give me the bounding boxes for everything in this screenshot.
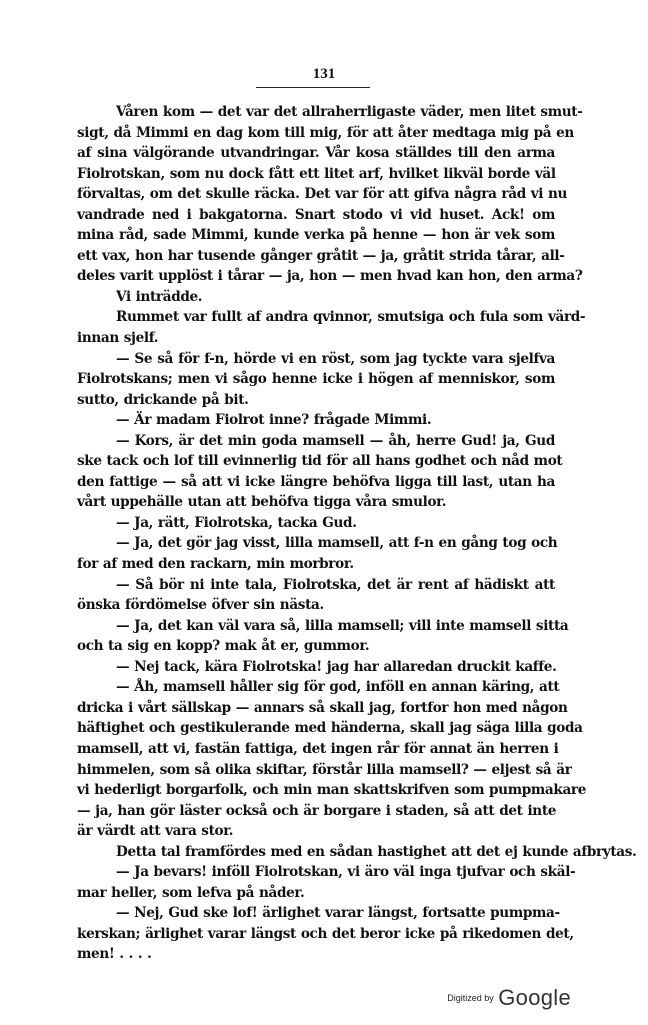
text-line: — Är madam Fiolrot inne? frågade Mimmi. <box>116 412 432 429</box>
page-number: 131 <box>312 66 336 82</box>
text-line: är värdt att vara stor. <box>77 823 234 840</box>
text-line: förvaltas, om det skulle räcka. Det var för att gifva några råd vi nu <box>77 186 568 203</box>
text-line: Fiolrotskan, som nu dock fått ett litet arf, hvilket likväl borde väl <box>77 165 556 182</box>
text-line: vandrade ned i bakgatorna. Snart stodo vi vid huset. Ack! om <box>77 206 555 223</box>
digitized-by-watermark <box>447 985 571 1011</box>
text-line: — Så bör ni inte tala, Fiolrotska, det är rent af hädiskt att <box>116 576 555 593</box>
text-line: — Ja, det gör jag visst, lilla mamsell, att f-n en gång tog och <box>116 535 558 552</box>
text-line: — Ja, rätt, Fiolrotska, tacka Gud. <box>116 514 357 531</box>
text-line: önska fördömelse öfver sin nästa. <box>77 597 324 614</box>
text-line: deles varit upplöst i tårar — ja, hon — men hvad kan hon, den arma? <box>77 268 583 285</box>
body-text <box>77 102 637 965</box>
text-line: — Åh, mamsell håller sig för god, inföll en annan käring, att <box>116 679 560 696</box>
text-line: häftighet och gestikulerande med händerna, skall jag säga lilla goda <box>77 720 583 737</box>
text-line: himmelen, som så olika skiftar, förstår lilla mamsell? — eljest så är <box>77 761 572 778</box>
text-line: mina råd, sade Mimmi, kunde verka på henne — hon är vek som <box>77 227 555 244</box>
text-line: for af med den rackarn, min morbror. <box>77 556 354 573</box>
text-line: Detta tal framfördes med en sådan hastighet att det ej kunde afbrytas. <box>116 843 637 860</box>
text-line: mar heller, som lefva på nåder. <box>77 884 305 901</box>
text-line: Rummet var fullt af andra qvinnor, smutsiga och fula som värd- <box>116 309 586 326</box>
text-line: vi hederligt borgarfolk, och min man skattskrifven som pumpmakare <box>77 782 587 799</box>
text-line: ske tack och lof till evinnerlig tid för all hans godhet och nåd mot <box>77 453 563 470</box>
text-line: — Nej, Gud ske lof! ärlighet varar längst, fortsatte pumpma- <box>116 905 560 922</box>
text-line: men! . . . . <box>77 946 152 963</box>
text-line: innan sjelf. <box>77 330 159 347</box>
text-line: af sina välgörande utvandringar. Vår kosa ställdes till den arma <box>77 145 555 162</box>
text-line: — Se så för f-n, hörde vi en röst, som jag tyckte vara sjelfva <box>116 350 555 367</box>
text-line: sutto, drickande på bit. <box>77 391 249 408</box>
google-logo: Google <box>498 985 571 1010</box>
text-line: den fattige — så att vi icke längre behöfva ligga till last, utan ha <box>77 473 555 490</box>
text-line: — Kors, är det min goda mamsell — åh, herre Gud! ja, Gud <box>116 432 555 449</box>
text-line: Vi inträdde. <box>116 288 203 305</box>
text-line: sigt, då Mimmi en dag kom till mig, för att åter medtaga mig på en <box>77 124 574 141</box>
text-line: — ja, han gör läster också och är borgare i staden, så att det inte <box>77 802 557 819</box>
text-line: kerskan; ärlighet varar längst och det beror icke på rikedomen det, <box>77 925 574 942</box>
text-line: — Ja bevars! inföll Fiolrotskan, vi äro väl inga tjufvar och skäl- <box>116 864 576 881</box>
text-line: Fiolrotskans; men vi sågo henne icke i högen af menniskor, som <box>77 371 555 388</box>
digitized-by-label: Digitized by <box>447 993 494 1003</box>
text-line: — Ja, det kan väl vara så, lilla mamsell; vill inte mamsell sitta <box>116 617 569 634</box>
text-line: ett vax, hon har tusende gånger gråtit — ja, gråtit strida tårar, all- <box>77 247 565 264</box>
text-line: dricka i vårt sällskap — annars så skall jag, fortfor hon med någon <box>77 699 568 716</box>
text-line: — Nej tack, kära Fiolrotska! jag har allaredan druckit kaffe. <box>116 658 557 675</box>
text-line: och ta sig en kopp? mak åt er, gummor. <box>77 638 370 655</box>
text-line: vårt uppehälle utan att behöfva tigga våra smulor. <box>77 494 447 511</box>
header-rule <box>256 87 370 88</box>
text-line: Våren kom — det var det allraherrligaste väder, men litet smut- <box>116 104 583 120</box>
text-line: mamsell, att vi, fastän fattiga, det ingen rår för annat än herren i <box>77 740 559 757</box>
